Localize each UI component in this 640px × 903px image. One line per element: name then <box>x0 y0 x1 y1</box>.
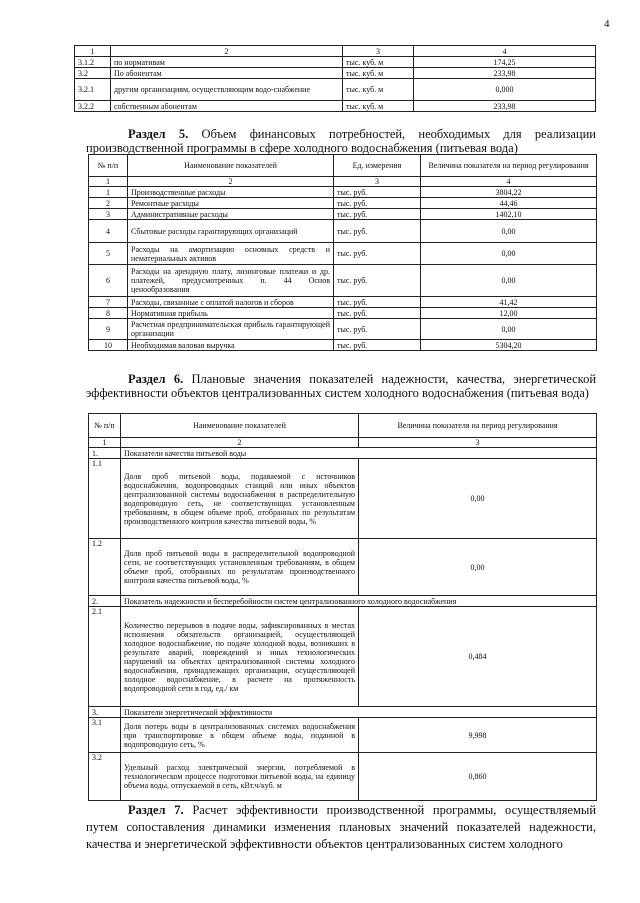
row-label: Нормативная прибыль <box>128 308 334 319</box>
row-unit: тыс. руб. <box>334 209 421 220</box>
table-row <box>89 243 597 265</box>
header-value: Величина показателя на период регулирования <box>421 155 597 177</box>
table-row <box>75 79 596 101</box>
col-number: 4 <box>414 46 596 57</box>
row-index: 10 <box>89 340 128 351</box>
row-label: Расходы, связанные с оплатой налогов и сборов <box>128 297 334 308</box>
section6-label: Раздел 6. <box>128 372 184 386</box>
row-label: По абонентам <box>111 68 343 79</box>
table-header-row <box>89 155 597 177</box>
row-value: 41,42 <box>421 297 597 308</box>
row-value: 0,00 <box>421 243 597 265</box>
row-value: 0,00 <box>421 319 597 340</box>
row-unit: тыс. руб. <box>334 265 421 297</box>
row-unit: тыс. руб. <box>334 308 421 319</box>
row-index: 6 <box>89 265 128 297</box>
row-label: Расходы на арендную плату, лизинговые платежи и др. платежей, предусмотренных п. 44 Основ ценообразования <box>128 265 334 297</box>
row-label: Доля проб питьевой воды, подаваемой с источников водоснабжения, водопроводных станций или иных объектов централизованной системы водоснабжения в распределительную водопроводную сеть, не соответствующих установленным требованиям, в общем объеме проб, отобранных по результатам производственного контроля качества питьевой воды, % <box>121 459 359 539</box>
section6-heading <box>86 372 596 400</box>
row-label: собственным абонентам <box>111 101 343 112</box>
table-row <box>89 753 597 801</box>
row-index: 8 <box>89 308 128 319</box>
table-row <box>89 319 597 340</box>
row-value: 0,00 <box>421 220 597 243</box>
row-value: 0,00 <box>359 459 597 539</box>
row-value: 0,484 <box>359 607 597 707</box>
table-row <box>89 220 597 243</box>
table-numbers-row <box>89 438 597 448</box>
col-number: 4 <box>421 177 597 187</box>
row-value: 0,00 <box>359 539 597 596</box>
row-value: 174,25 <box>414 57 596 68</box>
table-row <box>89 539 597 596</box>
row-value: 3804,22 <box>421 187 597 198</box>
row-label: другим организациям, осуществляющим водо-снабжение <box>111 79 343 101</box>
row-value: 5304,20 <box>421 340 597 351</box>
row-index: 1.2 <box>89 539 121 596</box>
row-index: 2 <box>89 198 128 209</box>
table-row <box>75 101 596 112</box>
row-index: 5 <box>89 243 128 265</box>
row-unit: тыс. руб. <box>334 187 421 198</box>
row-value: 233,98 <box>414 101 596 112</box>
row-index: 4 <box>89 220 128 243</box>
row-index: 3.1.2 <box>75 57 111 68</box>
row-unit: тыс. куб. м <box>343 57 414 68</box>
row-index: 1 <box>89 187 128 198</box>
section5-label: Раздел 5. <box>128 127 189 141</box>
row-unit: тыс. куб. м <box>343 101 414 112</box>
row-unit: тыс. руб. <box>334 297 421 308</box>
row-label: Удельный расход электрической энергии, потребляемой в технологическом процессе подготовки питьевой воды, на единицу объема воды, отпускаемой в сеть, кВт.ч/куб. м <box>121 753 359 801</box>
header-name: Наименование показателей <box>121 414 359 438</box>
col-number: 3 <box>359 438 597 448</box>
row-index: 1.1 <box>89 459 121 539</box>
section6-title: Плановые значения показателей надежности, качества, энергетической эффективности объектов централизованных систем холодного водоснабжения (питьевая вода) <box>86 372 597 400</box>
row-label: Административные расходы <box>128 209 334 220</box>
table-row <box>89 209 597 220</box>
row-value: 0,00 <box>421 265 597 297</box>
section7-label: Раздел 7. <box>128 803 184 817</box>
volume-table <box>74 45 596 112</box>
row-label: Сбытовые расходы гарантирующих организаций <box>128 220 334 243</box>
row-index: 2. <box>89 596 121 607</box>
row-index: 3 <box>89 209 128 220</box>
col-number: 3 <box>343 46 414 57</box>
table-row <box>89 265 597 297</box>
row-label: Производственные расходы <box>128 187 334 198</box>
section5-heading <box>86 127 596 155</box>
row-label: по нормативам <box>111 57 343 68</box>
col-number: 2 <box>128 177 334 187</box>
header-name: Наименование показателей <box>128 155 334 177</box>
indicators-table <box>88 413 597 801</box>
section5-title: Объем финансовых потребностей, необходимых для реализации производственной программы в сфере холодного водоснабжения (питьевая вода) <box>86 127 596 155</box>
row-value: 0,860 <box>359 753 597 801</box>
row-index: 1. <box>89 448 121 459</box>
row-index: 3.2.1 <box>75 79 111 101</box>
col-number: 1 <box>89 177 128 187</box>
table-numbers-row <box>89 177 597 187</box>
row-index: 3.2 <box>75 68 111 79</box>
row-unit: тыс. руб. <box>334 220 421 243</box>
row-unit: тыс. руб. <box>334 340 421 351</box>
row-label: Доля потерь воды в централизованных системах водоснабжения при транспортировке в общем объеме воды, поданной в водопроводную сеть, % <box>121 718 359 753</box>
table-row <box>89 459 597 539</box>
row-label: Доля проб питьевой воды в распределительной водопроводной сети, не соответствующих установленным требованиям, в общем объеме проб, отобранных по результатам производственного контроля качества питьевой воды, % <box>121 539 359 596</box>
row-label: Необходимая валовая выручка <box>128 340 334 351</box>
row-unit: тыс. куб. м <box>343 68 414 79</box>
row-index: 3. <box>89 707 121 718</box>
table-row <box>75 57 596 68</box>
header-number: № п/п <box>89 414 121 438</box>
row-index: 9 <box>89 319 128 340</box>
table-header-row <box>89 414 597 438</box>
row-value: 12,00 <box>421 308 597 319</box>
row-unit: тыс. куб. м <box>343 79 414 101</box>
row-value: 0,000 <box>414 79 596 101</box>
row-unit: тыс. руб. <box>334 319 421 340</box>
section7-text: Расчет эффективности производственной программы, осуществляемый путем сопоставления динамики изменения плановых значений показателей надежности, качества и энергетической эффективности объектов централизованных систем холодного <box>86 803 597 851</box>
row-value: 233,98 <box>414 68 596 79</box>
table-row <box>89 718 597 753</box>
row-label: Расходы на амортизацию основных средств и нематериальных активов <box>128 243 334 265</box>
group-row <box>89 707 597 718</box>
col-number: 1 <box>75 46 111 57</box>
table-row <box>89 607 597 707</box>
header-unit: Ед. измерения <box>334 155 421 177</box>
table-row <box>89 308 597 319</box>
table-header-row <box>75 46 596 57</box>
table-row <box>89 198 597 209</box>
group-row <box>89 448 597 459</box>
row-index: 3.2.2 <box>75 101 111 112</box>
row-value: 44,46 <box>421 198 597 209</box>
page-number: 4 <box>604 18 610 30</box>
row-index: 2.1 <box>89 607 121 707</box>
group-label: Показатели качества питьевой воды <box>121 448 597 459</box>
group-label: Показатель надежности и бесперебойности систем централизованного холодного водоснабжения <box>121 596 597 607</box>
row-value: 1402,10 <box>421 209 597 220</box>
table-row <box>89 187 597 198</box>
finance-table <box>88 154 597 351</box>
row-index: 7 <box>89 297 128 308</box>
group-label: Показатели энергетической эффективности <box>121 707 597 718</box>
header-value: Величина показателя на период регулирования <box>359 414 597 438</box>
row-unit: тыс. руб. <box>334 198 421 209</box>
row-label: Ремонтные расходы <box>128 198 334 209</box>
table-row <box>89 340 597 351</box>
header-number: № п/п <box>89 155 128 177</box>
row-index: 3.1 <box>89 718 121 753</box>
row-index: 3.2 <box>89 753 121 801</box>
col-number: 2 <box>111 46 343 57</box>
row-label: Расчетная предпринимательская прибыль гарантирующей организации <box>128 319 334 340</box>
group-row <box>89 596 597 607</box>
col-number: 3 <box>334 177 421 187</box>
section7-heading <box>86 802 596 853</box>
col-number: 2 <box>121 438 359 448</box>
col-number: 1 <box>89 438 121 448</box>
row-unit: тыс. руб. <box>334 243 421 265</box>
row-value: 9,998 <box>359 718 597 753</box>
row-label: Количество перерывов в подаче воды, зафиксированных в местах исполнения обязательств организацией, осуществляющей холодное водоснабжение, по подаче холодной воды, возникших в результате аварий, повреждений и иных технологических нарушений на объектах централизованной системы холодного водоснабжения, принадлежащих организации, осуществляющей холодное водоснабжение, в расчете на протяженность водопроводной сети в год, ед./ км <box>121 607 359 707</box>
table-row <box>89 297 597 308</box>
table-row <box>75 68 596 79</box>
